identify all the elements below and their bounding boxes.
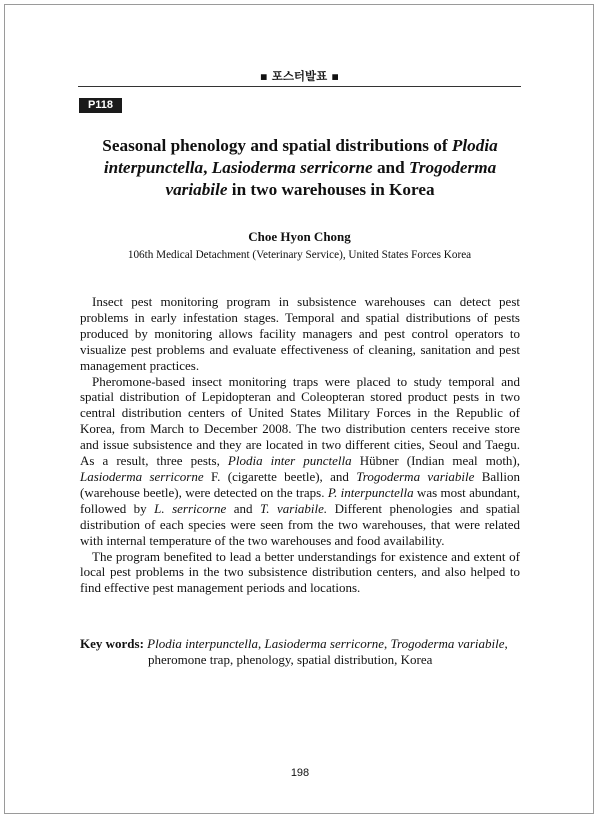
text-run: F. (cigarette beetle), and [203, 468, 357, 484]
section-header: ▪ 포스터발표 ▪ [259, 69, 340, 83]
abstract-paragraph: Insect pest monitoring program in subsistence warehouses can detect pest problems in early infestation stages. Temporal and spatial distributions of pests produced by monitoring allows facility managers and pest control operators to visualize pest problems and evaluate effectiveness of cleaning, sanitation and pest management practices. [80, 294, 520, 373]
author-name: Choe Hyon Chong [248, 229, 351, 244]
title-species-2: Lasioderma serricorne [211, 158, 373, 177]
keywords-label: Key words: [80, 636, 144, 651]
abstract-paragraph [80, 374, 520, 549]
keyword-species: Plodia interpunctella [147, 636, 259, 651]
text-run: Hübner (Indian meal moth), [351, 453, 521, 469]
species-name: L. serricorne [154, 500, 227, 516]
abstract-body [80, 294, 520, 596]
text-run: Pheromone-based insect monitoring traps were placed to study temporal and spatial distribution of Lepidopteran and Coleopteran stored product pests in two central distribution centers of United States Military Forces in the Republic of Korea, from March to December 2008. The two distribution centers receive store and issue subsistence and they are located in two different cities, Seoul and Taegu. As a result, three pests, [80, 373, 520, 469]
author-affiliation: 106th Medical Detachment (Veterinary Service), United States Forces Korea [127, 249, 472, 261]
title-text: Seasonal phenology and spatial distributions of [102, 136, 452, 155]
keyword-species: Trogoderma variabile [390, 636, 505, 651]
species-name: P. interpunctella [327, 484, 414, 500]
text-run: Different phenologies and spatial distribution of each species were seen from the two warehouses, that were related with internal temperature of the two warehouses and food availability. [80, 500, 520, 548]
title-text: , [203, 158, 212, 177]
keyword-sep: , [504, 636, 508, 651]
title-text: in two warehouses in Korea [227, 180, 435, 199]
keywords-line [80, 636, 525, 652]
paper-title [100, 135, 500, 201]
keyword-sep: , [258, 636, 265, 651]
keywords-line: pheromone trap, phenology, spatial distribution, Korea [148, 652, 433, 667]
species-name: Lasioderma serricorne [80, 468, 204, 484]
page-number: 198 [290, 767, 310, 779]
title-text: and [372, 158, 409, 177]
keyword-species: Lasioderma serricorne [264, 636, 385, 651]
keyword-sep: , [384, 636, 391, 651]
species-name: T. variabile. [260, 500, 328, 516]
title-species-1: Plodia interpunctella [103, 136, 498, 177]
header-rule [78, 86, 521, 87]
abstract-paragraph: The program benefited to lead a better understandings for existence and extent of local pest problems in the two subsistence distribution centers, and also helped to find effective pest management periods and locations. [80, 548, 520, 596]
text-run: and [226, 500, 260, 516]
species-name: Plodia inter punctella [227, 453, 352, 469]
keywords-block [80, 636, 525, 668]
species-name: Trogoderma variabile [356, 468, 475, 484]
title-species-3: Trogoderma variabile [165, 158, 497, 199]
poster-id-badge: P118 [79, 98, 122, 113]
text-run: Ballion (warehouse beetle), were detected on the traps. [80, 468, 520, 500]
text-run: was most abundant, followed by [80, 484, 520, 516]
